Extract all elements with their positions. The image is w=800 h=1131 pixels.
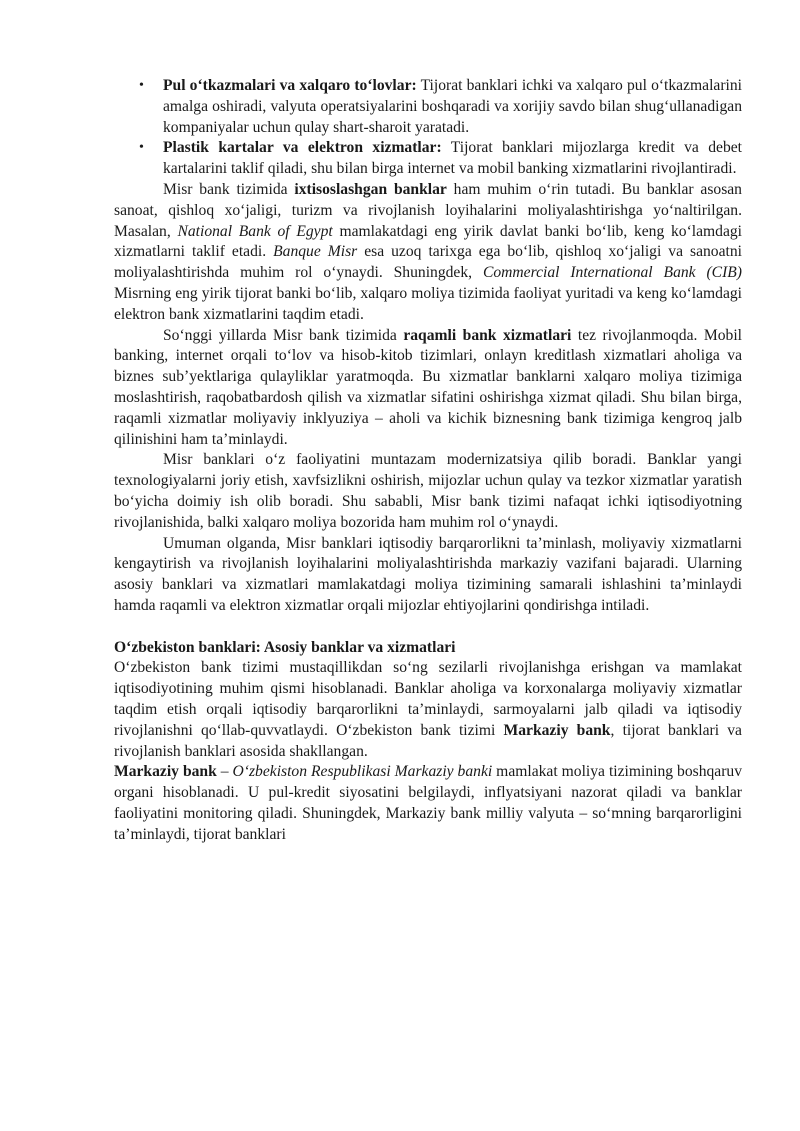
bullet-icon: • <box>139 140 144 156</box>
paragraph-uzbekistan-intro: O‘zbekiston bank tizimi mustaqillikdan so‘ng sezilarli rivojlanishga erishgan va mamlakat iqtisodiyotining muhim qismi hisoblanadi. Banklar aholiga va korxonalarga moliyaviy xizmatlar taqdim etish orqali iqtisodiy barqarorlikni ta’minlaydi, sarmoyalarni jalb qiladi va iqtisodiy rivojlanishni qo‘llab-quvvatlaydi. O‘zbekiston bank tizimi Markaziy bank, tijorat banklari va rivojlanish banklari asosida shakllangan. <box>114 659 742 760</box>
paragraph-specialized-banks: Misr bank tizimida ixtisoslashgan banklar ham muhim o‘rin tutadi. Bu banklar asosan sanoat, qishloq xo‘jaligi, turizm va rivojlanish loyihalarini moliyalashtirishga yo‘naltirilgan. Masalan, National Bank of Egypt mamlakatdagi eng yirik davlat banki bo‘lib, keng ko‘lamdagi xizmatlarni taklif etadi. Banque Misr esa uzoq tarixga ega bo‘lib, qishloq xo‘jaligi va sanoatni moliyalashtirishda muhim rol o‘ynaydi. Shuningdek, Commercial International Bank (CIB) Misrning eng yirik tijorat banki bo‘lib, xalqaro moliya tizimida faoliyat yuritadi va keng ko‘lamdagi elektron bank xizmatlarini taqdim etadi. <box>114 180 742 323</box>
bullet-icon: • <box>139 78 144 93</box>
bullet-title: Plastik kartalar va elektron xizmatlar: <box>163 139 442 157</box>
paragraph-digital-services: So‘nggi yillarda Misr bank tizimida raqamli bank xizmatlari tez rivojlanmoqda. Mobil banking, internet orqali to‘lov va hisob-kitob tizimlari, onlayn kreditlash xizmatlari aholiga va biznes sub’yektlariga qulayliklar yaratmoqda. Bu xizmatlar banklarni xalqaro moliya tizimiga moslashtirish, raqobatbardosh qilish va xizmatlar sifatini oshirishga xizmat qiladi. Shu bilan birga, raqamli xizmatlar moliyaviy inklyuziya – aholi va kichik biznesning bank tizimiga kengroq jalb qilinishini ham ta’minlaydi. <box>114 326 742 448</box>
list-item <box>114 76 742 138</box>
spacer <box>114 617 742 638</box>
paragraph-central-bank: Markaziy bank – O‘zbekiston Respublikasi Markaziy banki mamlakat moliya tizimining boshqaruv organi hisoblanadi. U pul-kredit siyosatini belgilaydi, inflyatsiyani nazorat qiladi va banklar faoliyatini monitoring qiladi. Shuningdek, Markaziy bank milliy valyuta – so‘mning barqarorligini ta’minlaydi, tijorat banklari <box>114 763 742 843</box>
list-item <box>114 138 742 180</box>
section-heading: O‘zbekiston banklari: Asosiy banklar va xizmatlari <box>114 638 456 656</box>
document-page <box>114 76 742 845</box>
bullet-text: Tijorat banklari mijozlarga kredit va debet kartalarini taklif qiladi, shu bilan birga internet va mobil banking xizmatlarini rivojlantiradi. <box>163 139 742 178</box>
bullet-text: Tijorat banklari ichki va xalqaro pul o‘tkazmalarini amalga oshiradi, valyuta operatsiyalarini boshqaradi va xorijiy savdo bilan shug‘ullanadigan kompaniyalar uchun qulay shart-sharoit yaratadi. <box>163 77 742 136</box>
bullet-title: Pul o‘tkazmalari va xalqaro to‘lovlar: <box>163 77 417 94</box>
bullet-list <box>114 76 742 180</box>
paragraph-conclusion: Umuman olganda, Misr banklari iqtisodiy barqarorlikni ta’minlash, moliyaviy xizmatlarni kengaytirish va rivojlanish loyihalarini moliyalashtirishda markaziy vazifani bajaradi. Ularning asosiy banklari va xizmatlari mamlakatdagi moliya tizimining samarali ishlashini ta’minlaydi hamda raqamli va elektron xizmatlar orqali mijozlar ehtiyojlarini qondirishga intiladi. <box>114 534 742 614</box>
paragraph-modernization: Misr banklari o‘z faoliyatini muntazam modernizatsiya qilib boradi. Banklar yangi texnologiyalarni joriy etish, xavfsizlikni oshirish, mijozlar uchun qulay va tezkor xizmatlar yaratish bo‘yicha doimiy ish olib boradi. Shu sababli, Misr bank tizimi nafaqat ichki iqtisodiyotning rivojlanishida, balki xalqaro moliya bozorida ham muhim rol o‘ynaydi. <box>114 451 742 531</box>
